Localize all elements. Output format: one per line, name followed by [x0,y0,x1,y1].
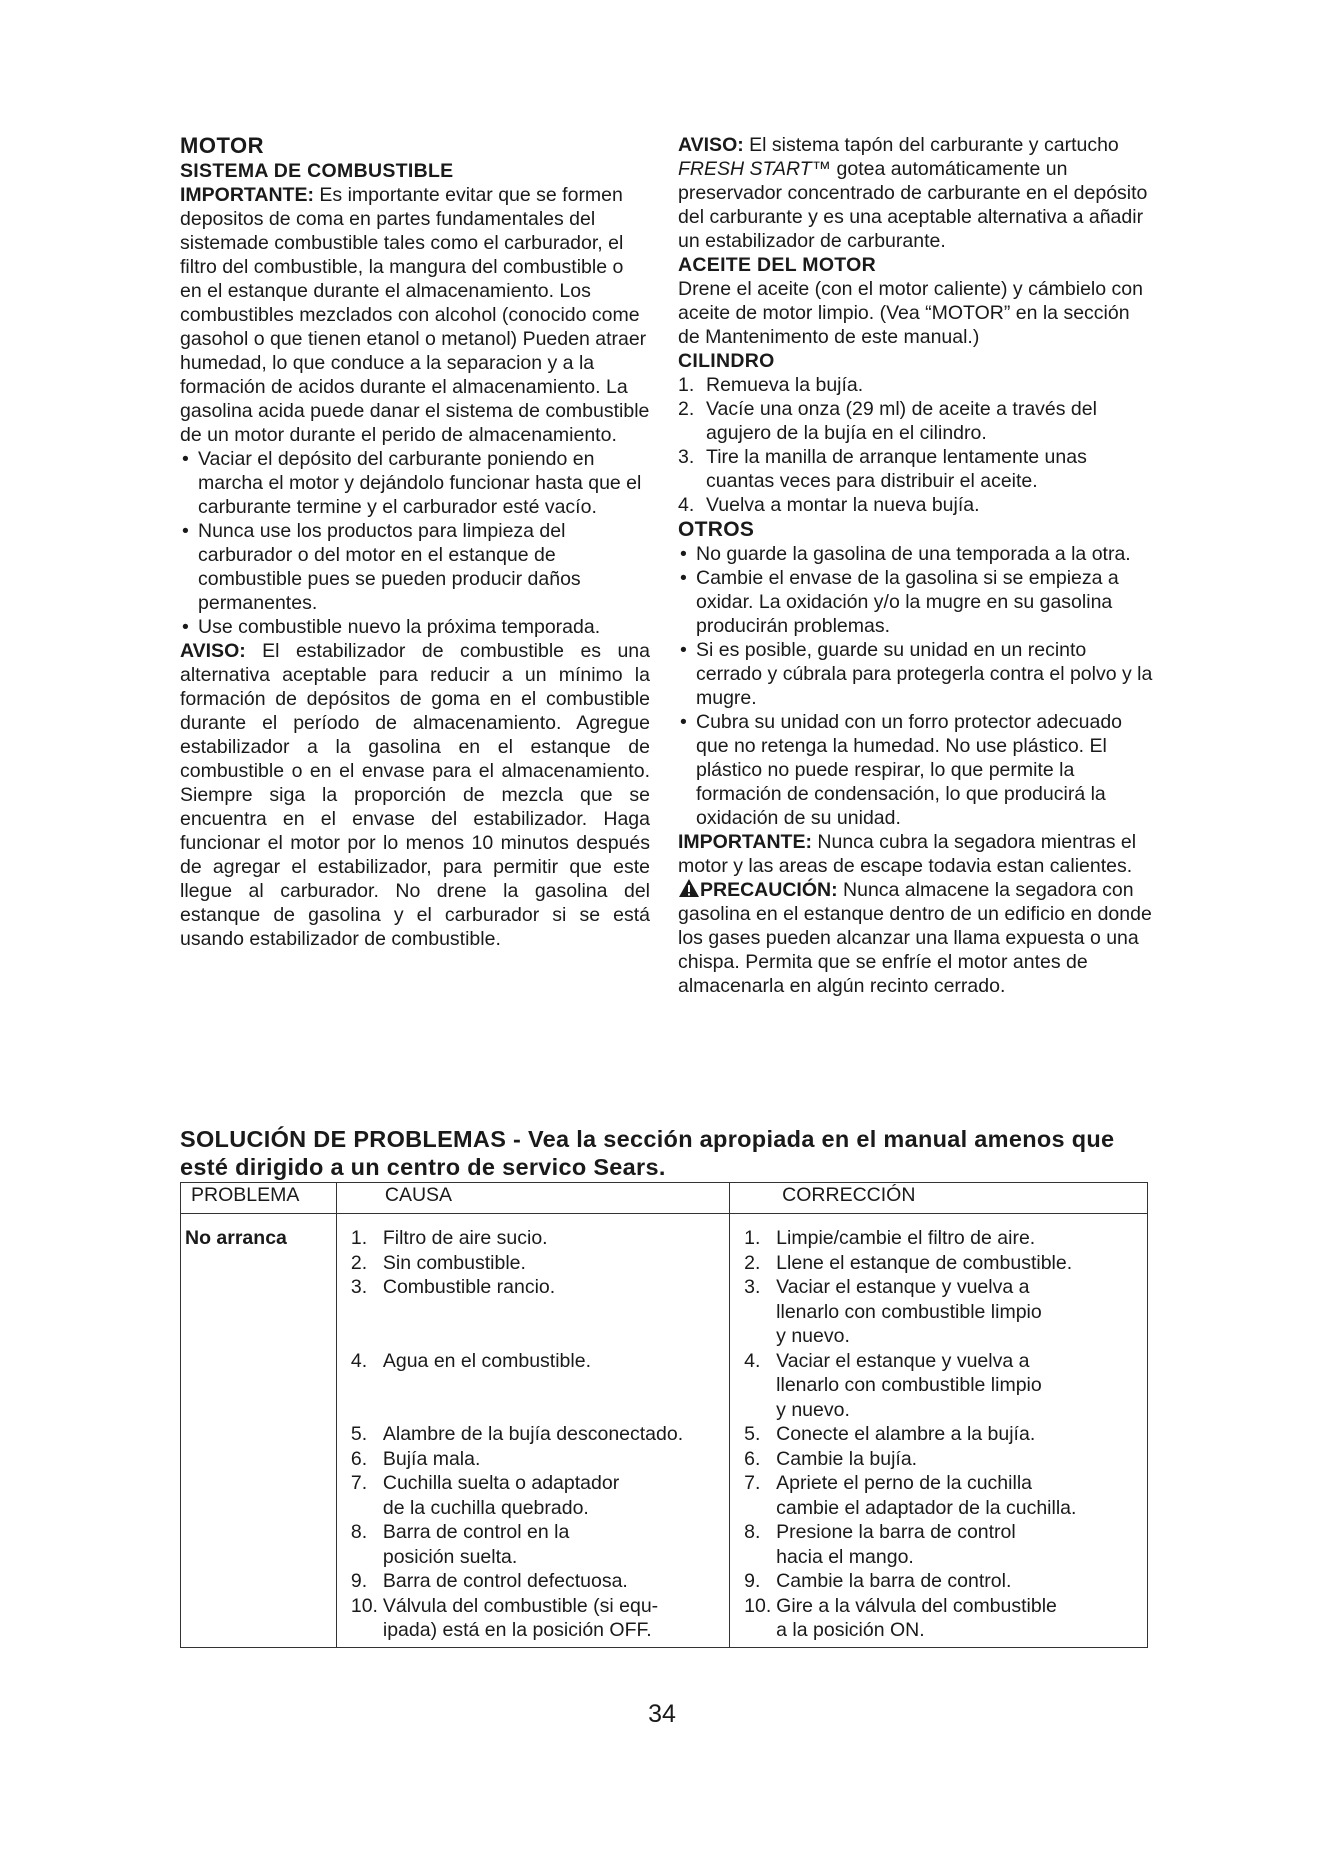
list-item: • Vaciar el depósito del carburante poniendo en marcha el motor y dejándolo funcionar hasta que el carburante termine y el carburador esté vacío. [180,447,650,519]
otros-heading: OTROS [678,518,755,541]
list-item: 1. Limpie/cambie el filtro de aire. [744,1227,1036,1249]
list-item: 5. Conecte el alambre a la bujía. [744,1423,1036,1445]
aviso-fresh-start-paragraph [678,133,1153,253]
list-item: 1. Filtro de aire sucio. [350,1227,548,1249]
column-header-correccion: CORRECCIÓN [730,1183,1148,1214]
list-item: 4. Agua en el combustible. [350,1349,591,1372]
aviso-text-pre: El sistema tapón del carburante y cartucho [749,134,1119,156]
caution-text: Nunca almacene la segadora con gasolina en el estanque dentro de un edificio en donde los gases pueden alcanzar una llama expuesta o una chispa. Permita que se enfríe el motor antes de almacenarla en algún recinto cerrado. [678,879,1152,997]
list-item: 2. Llene el estanque de combustible. [744,1251,1073,1274]
step-text: Vuelva a montar la nueva bujía. [706,494,980,516]
list-item: 2. Sin combustible. [350,1251,526,1274]
list-item [678,373,1153,397]
list-item: 3. Combustible rancio. [350,1276,556,1298]
warning-triangle-icon [678,878,700,898]
step-number: 1. [678,374,695,396]
troubleshooting-title: SOLUCIÓN DE PROBLEMAS - Vea la sección apropiada en el manual amenos que esté dirigido a un centro de servico Sears. [180,1126,1115,1180]
list-item [678,493,1153,517]
fuel-system-heading: SISTEMA DE COMBUSTIBLE [180,160,454,182]
step-text: Vacíe una onza (29 ml) de aceite a través del agujero de la bujía en el cilindro. [706,398,1097,444]
list-item: 9. Cambie la barra de control. [744,1570,1012,1592]
problem-cell: No arranca [185,1227,287,1249]
caution-paragraph [678,878,1153,998]
important-label: IMPORTANTE: [678,831,812,853]
caution-label: PRECAUCIÓN: [700,879,838,901]
left-column [180,133,650,951]
list-item: 8. Presione la barra de control hacia el mango. [744,1521,1016,1568]
aviso-label: AVISO: [678,134,744,156]
otros-bullet-list [678,542,1153,830]
fresh-start-brand: FRESH START™ [678,158,832,180]
list-item: • Use combustible nuevo la próxima temporada. [180,615,650,639]
storage-bullet-list [180,447,650,639]
important-text: Nunca cubra la segadora mientras el motor y las areas de escape todavia estan calientes. [678,831,1137,877]
list-item: 8. Barra de control en la posición suelta. [350,1521,570,1568]
step-number: 2. [678,398,695,420]
engine-oil-text: Drene el aceite (con el motor caliente) y cámbielo con aceite de motor limpio. (Vea “MOTOR” en la sección de Mantenimento de este manual.) [678,278,1143,348]
list-item: 7. Apriete el perno de la cuchilla cambie el adaptador de la cuchilla. [744,1472,1077,1519]
table-header-row [181,1183,1148,1214]
list-item: • Cubra su unidad con un forro protector adecuado que no retenga la humedad. No use plástico. El plástico no puede respirar, lo que permite la formación de condensación, lo que producirá la oxidación de su unidad. [678,710,1153,830]
list-item: 10. Válvula del combustible (si equ- ipada) está en la posición OFF. [350,1594,659,1641]
list-item: 5. Alambre de la bujía desconectado. [350,1423,684,1445]
right-column [678,133,1153,998]
step-number: 4. [678,494,695,516]
list-item: 4. Vaciar el estanque y vuelva a llenarlo con combustible limpio y nuevo. [744,1349,1042,1421]
important-text: Es importante evitar que se formen depositos de coma en partes fundamentales del sistemade combustible tales como el carburador, el filtro del combustible, la mangura del combustible o en el estanque durante el almacenamiento. Los combustibles mezclados con alcohol (conocido come gasohol o que tienen etanol o metanol) Pueden atraer humedad, lo que conduce a la separacion y a la formación de acidos durante el almacenamiento. La gasolina acida puede danar el sistema de combustible de un motor durante el perido de almacenamiento. [180,184,650,446]
aviso-text-post: gotea automáticamente un preservador concentrado de carburante en el depósito del carburante y es una aceptable alternativa a añadir un estabilizador de carburante. [678,158,1148,252]
list-item: 7. Cuchilla suelta o adaptador de la cuchilla quebrado. [350,1472,620,1519]
motor-heading: MOTOR [180,133,264,158]
corrections-list [730,1214,1147,1647]
column-header-problema: PROBLEMA [181,1183,337,1214]
list-item: 3. Vaciar el estanque y vuelva a llenarlo con combustible limpio y nuevo. [744,1276,1042,1347]
cylinder-steps [678,373,1153,517]
list-item: • Cambie el envase de la gasolina si se empieza a oxidar. La oxidación y/o la mugre en su gasolina producirán problemas. [678,566,1153,638]
cylinder-heading: CILINDRO [678,350,775,372]
list-item: 6. Cambie la bujía. [744,1447,918,1470]
important-paragraph [180,183,650,447]
step-text: Tire la manilla de arranque lentamente unas cuantas veces para distribuir el aceite. [706,446,1087,492]
important-paragraph [678,830,1153,878]
list-item [678,445,1153,493]
engine-oil-heading: ACEITE DEL MOTOR [678,254,877,276]
important-label: IMPORTANTE: [180,184,314,206]
list-item: • Nunca use los productos para limpieza del carburador o del motor en el estanque de combustible pues se pueden producir daños permanentes. [180,519,650,615]
list-item: 10. Gire a la válvula del combustible a la posición ON. [744,1594,1057,1641]
step-number: 3. [678,446,695,468]
table-row [181,1214,1148,1648]
list-item [678,397,1153,445]
page-number: 34 [648,1700,676,1728]
column-header-causa: CAUSA [336,1183,729,1214]
causes-list [337,1214,729,1647]
aviso-text: El estabilizador de combustible es una alternativa aceptable para reducir a un mínimo la formación de depósitos de goma en el combustible durante el período de almacenamiento. Agregue estabilizador a la gasolina en el estanque de combustible o en el envase para el almacenamiento. Siempre siga la proporción de mezcla que se encuentra en el envase del estabilizador. Haga funcionar el motor por lo menos 10 minutos después de agregar el estabilizador, para permitir que este llegue al carburador. No drene la gasolina del estanque de gasolina y el carburador si se está usando estabilizador de combustible. [180,640,650,950]
aviso-label: AVISO: [180,640,246,662]
list-item: 9. Barra de control defectuosa. [350,1570,628,1592]
list-item: • Si es posible, guarde su unidad en un recinto cerrado y cúbrala para protegerla contra el polvo y la mugre. [678,638,1153,710]
list-item: 6. Bujía mala. [350,1447,481,1470]
troubleshooting-table [180,1182,1148,1648]
aviso-paragraph [180,639,650,951]
list-item: • No guarde la gasolina de una temporada a la otra. [678,542,1153,566]
step-text: Remueva la bujía. [706,374,864,396]
